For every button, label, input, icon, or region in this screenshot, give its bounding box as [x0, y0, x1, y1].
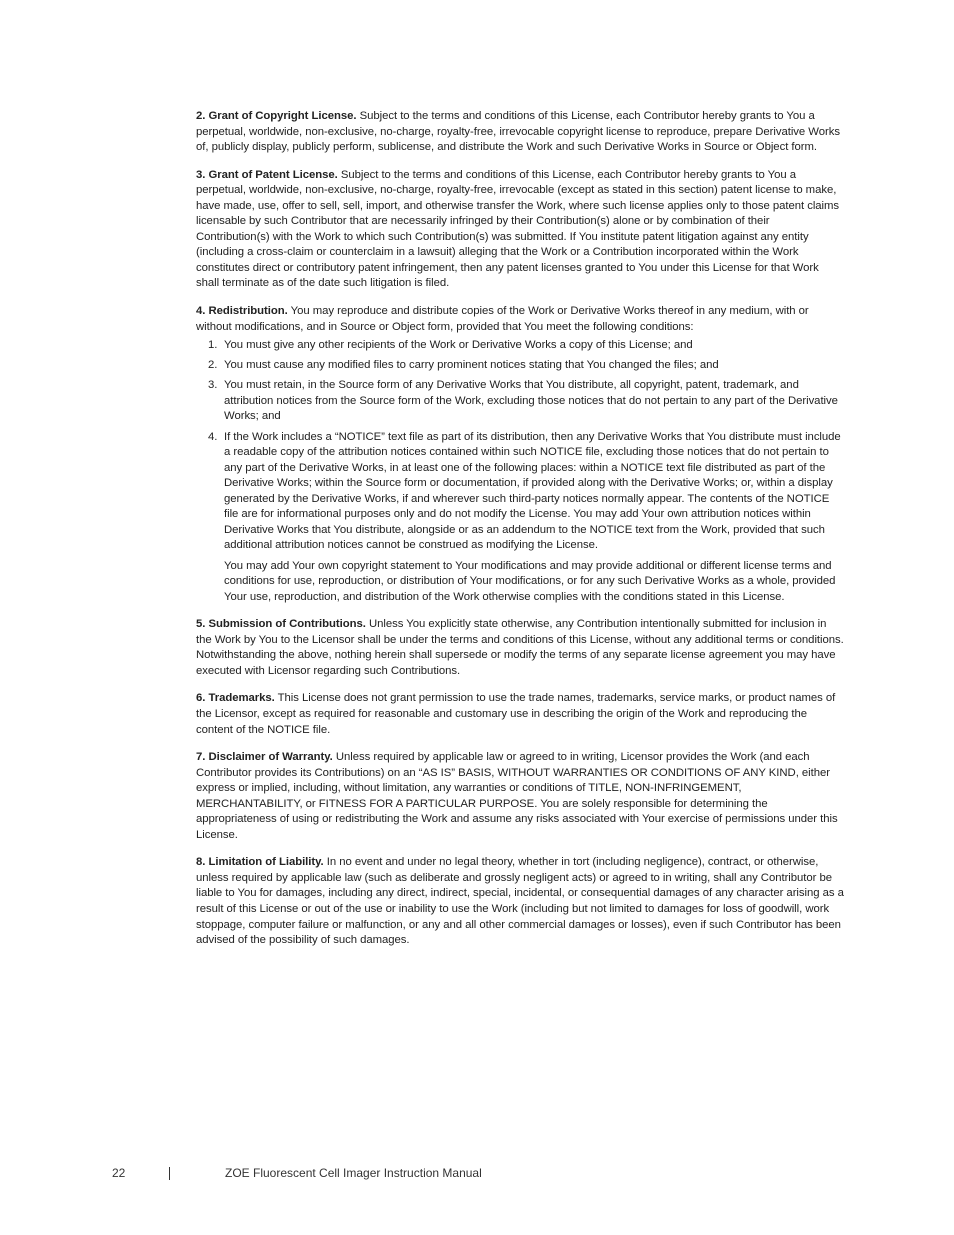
page-number: 22	[112, 1166, 126, 1180]
additional-copyright-paragraph: You may add Your own copyright statement to Your modifications and may provide additional or different license terms and conditions for use, reproduction, or distribution of Your modifications, or for any such Derivative Works as a whole, provided Your use, reproduction, and distribution of the Work otherwise complies with the conditions stated in this License.	[224, 559, 836, 603]
section-limitation-of-liability	[196, 855, 844, 948]
footer-divider	[169, 1167, 170, 1180]
section-heading: 4. Redistribution.	[196, 305, 288, 318]
list-item-number: 3.	[208, 379, 218, 392]
list-item	[196, 338, 844, 354]
section-text: You may reproduce and distribute copies of the Work or Derivative Works thereof in any medium, with or without modifications, and in Source or Object form, provided that You meet the following conditions:	[196, 305, 809, 333]
section-text: This License does not grant permission to use the trade names, trademarks, service marks, or product names of the Licensor, except as required for reasonable and customary use in describing the origin of the Work and reproducing the content of the NOTICE file.	[196, 692, 836, 736]
list-item	[196, 430, 844, 554]
section-text: Unless required by applicable law or agreed to in writing, Licensor provides the Work (and each Contributor provides its Contributions) on an “AS IS” BASIS, WITHOUT WARRANTIES OR CONDITIONS OF ANY KIND, either express or implied, including, without limitation, any warranties or conditions of TITLE, NON-INFRINGEMENT, MERCHANTABILITY, or FITNESS FOR A PARTICULAR PURPOSE. You are solely responsible for determining the appropriateness of using or redistributing the Work and assume any risks associated with Your exercise of permissions under this License.	[196, 751, 838, 841]
section-text: Unless You explicitly state otherwise, any Contribution intentionally submitted for inclusion in the Work by You to the Licensor shall be under the terms and conditions of this License, without any additional terms or conditions. Notwithstanding the above, nothing herein shall supersede or modify the terms of any separate license agreement you may have executed with Licensor regarding such Contributions.	[196, 618, 844, 677]
section-heading: 7. Disclaimer of Warranty.	[196, 751, 333, 764]
section-heading: 6. Trademarks.	[196, 692, 275, 705]
section-heading: 2. Grant of Copyright License.	[196, 110, 357, 122]
license-body	[196, 109, 844, 961]
list-item-text: You must give any other recipients of the Work or Derivative Works a copy of this License; and	[224, 339, 693, 352]
list-item	[196, 378, 844, 425]
section-disclaimer-of-warranty	[196, 750, 844, 843]
section-heading: 5. Submission of Contributions.	[196, 618, 366, 631]
list-item-number: 4.	[208, 430, 218, 443]
list-item-text: You must cause any modified files to carry prominent notices stating that You changed the files; and	[224, 359, 719, 372]
section-text: In no event and under no legal theory, whether in tort (including negligence), contract, or otherwise, unless required by applicable law (such as deliberate and grossly negligent acts) or agreed to in writing, shall any Contributor be liable to You for damages, including any direct, indirect, special, incidental, or consequential damages of any character arising as a result of this License or out of the use or inability to use the Work (including but not limited to damages for loss of goodwill, work stoppage, computer failure or malfunction, or any and all other commercial damages or losses), even if such Contributor has been advised of the possibility of such damages.	[196, 856, 844, 947]
section-submission-of-contributions	[196, 617, 844, 679]
section-heading: 8. Limitation of Liability.	[196, 856, 324, 869]
page-footer	[0, 1166, 954, 1182]
section-patent-license	[196, 168, 844, 292]
section-redistribution	[196, 304, 844, 554]
list-item-number: 2.	[208, 359, 218, 372]
section-heading: 3. Grant of Patent License.	[196, 168, 338, 181]
section-text: Subject to the terms and conditions of this License, each Contributor hereby grants to You a perpetual, worldwide, non-exclusive, no-charge, royalty-free, irrevocable (except as stated in this section) patent license to make, have made, use, offer to sell, sell, import, and otherwise transfer the Work, where such license applies only to those patent claims licensable by such Contributor that are necessarily infringed by their Contribution(s) alone or by combination of their Contribution(s) with the Work to which such Contribution(s) was submitted. If You institute patent litigation against any entity (including a cross-claim or counterclaim in a lawsuit) alleging that the Work or a Contribution incorporated within the Work constitutes direct or contributory patent infringement, then any patent licenses granted to You under this License for that Work shall terminate as of the date such litigation is filed.	[196, 168, 840, 290]
section-trademarks	[196, 691, 844, 738]
manual-title: ZOE Fluorescent Cell Imager Instruction Manual	[225, 1166, 482, 1180]
list-item-text: You must retain, in the Source form of any Derivative Works that You distribute, all copyright, patent, trademark, and attribution notices from the Source form of the Work, excluding those notices that do not pertain to any part of the Derivative Works; and	[224, 379, 838, 423]
section-text: Subject to the terms and conditions of this License, each Contributor hereby grants to You a perpetual, worldwide, non-exclusive, no-charge, royalty-free, irrevocable copyright license to reproduce, prepare Derivative Works of, publicly display, publicly perform, sublicense, and distribute the Work and such Derivative Works in Source or Object form.	[196, 110, 840, 154]
section-copyright-license	[196, 109, 844, 156]
conditions-list	[196, 338, 844, 554]
list-item-number: 1.	[208, 339, 218, 352]
list-item-text: If the Work includes a “NOTICE” text file as part of its distribution, then any Derivative Works that You distribute must include a readable copy of the attribution notices contained within such NOTICE file, excluding those notices that do not pertain to any part of the Derivative Works, in at least one of the following places: within a NOTICE text file distributed as part of the Derivative Works; within the Source form or documentation, if provided along with the Derivative Works; or, within a display generated by the Derivative Works, if and wherever such third-party notices normally appear. The contents of the NOTICE file are for informational purposes only and do not modify the License. You may add Your own attribution notices within Derivative Works that You distribute, alongside or as an addendum to the NOTICE text from the Work, provided that such additional attribution notices cannot be construed as modifying the License.	[224, 430, 841, 552]
list-item	[196, 358, 844, 374]
